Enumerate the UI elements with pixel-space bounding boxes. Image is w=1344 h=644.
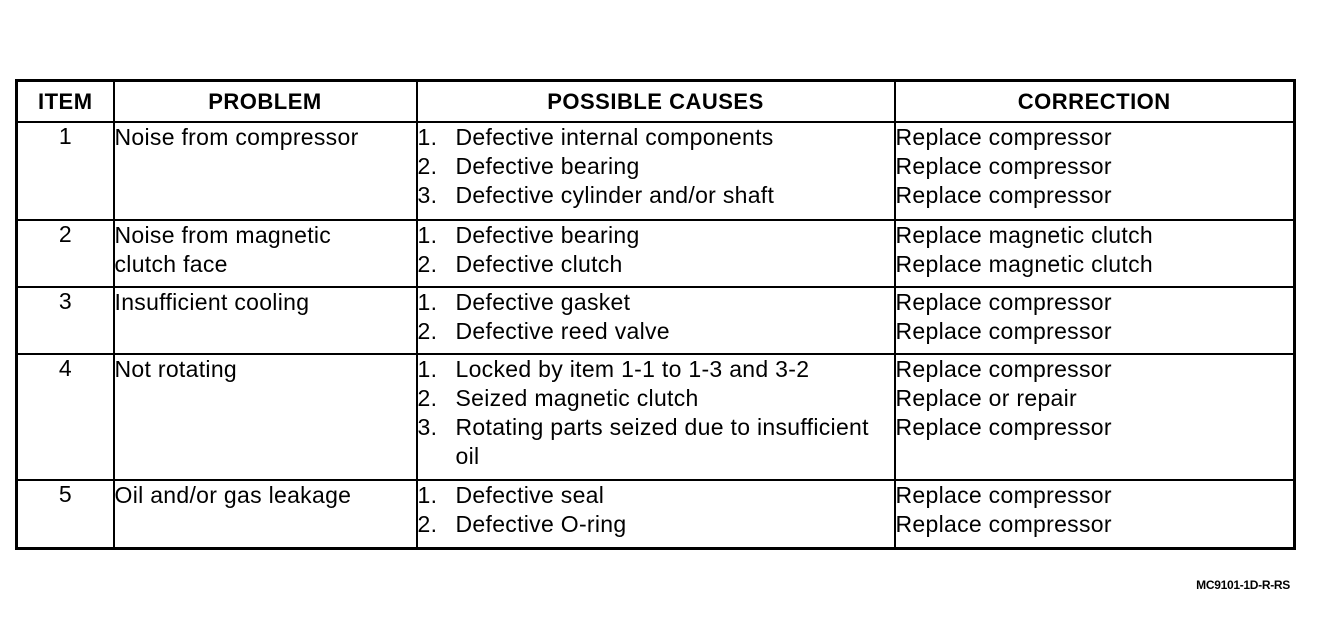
- item-number: 1: [17, 122, 114, 220]
- cause-line: [418, 413, 894, 471]
- cause-line: [418, 152, 894, 181]
- cause-number: 2.: [417, 153, 438, 179]
- table-row: [17, 287, 1295, 354]
- header-correction: CORRECTION: [895, 81, 1295, 123]
- table-row: [17, 480, 1295, 549]
- item-number: 5: [17, 480, 114, 549]
- cause-number: 1.: [417, 289, 438, 315]
- correction-text: Replace compressor: [895, 482, 1112, 508]
- causes-cell: [417, 220, 895, 287]
- cause-line: [418, 384, 894, 413]
- cause-text: Defective gasket: [455, 289, 631, 315]
- troubleshooting-sheet: [15, 79, 1293, 550]
- correction-text: Replace compressor: [895, 414, 1112, 440]
- correction-text: Replace compressor: [895, 511, 1112, 537]
- item-number: 2: [17, 220, 114, 287]
- problem-cell: [114, 220, 417, 287]
- cause-number: 1.: [417, 222, 438, 248]
- problem-text: Noise from compressor: [114, 124, 359, 150]
- cause-line: [418, 250, 894, 279]
- correction-cell: [895, 122, 1295, 220]
- cause-line: [418, 317, 894, 346]
- cause-line: [418, 123, 894, 152]
- correction-cell: [895, 287, 1295, 354]
- causes-cell: [417, 122, 895, 220]
- causes-cell: [417, 354, 895, 480]
- table-row: [17, 122, 1295, 220]
- correction-text: Replace compressor: [895, 318, 1112, 344]
- cause-text: Rotating parts seized due to insufficient oil: [455, 414, 869, 469]
- cause-number: 2.: [417, 511, 438, 537]
- correction-text: Replace or repair: [895, 385, 1078, 411]
- cause-number: 2.: [417, 251, 438, 277]
- correction-text: Replace compressor: [895, 356, 1112, 382]
- cause-text: Defective O-ring: [455, 511, 627, 537]
- cause-text: Defective bearing: [455, 153, 640, 179]
- correction-cell: [895, 354, 1295, 480]
- cause-text: Defective bearing: [455, 222, 640, 248]
- cause-text: Defective cylinder and/or shaft: [455, 182, 775, 208]
- figure-code: MC9101-1D-R-RS: [1196, 578, 1290, 592]
- table-row: [17, 220, 1295, 287]
- cause-line: [418, 355, 894, 384]
- cause-text: Seized magnetic clutch: [455, 385, 699, 411]
- causes-cell: [417, 287, 895, 354]
- cause-text: Defective seal: [455, 482, 605, 508]
- cause-text: Defective clutch: [455, 251, 623, 277]
- correction-text: Replace magnetic clutch: [895, 251, 1153, 277]
- correction-cell: [895, 480, 1295, 549]
- problem-text: Not rotating: [114, 356, 237, 382]
- cause-line: [418, 481, 894, 510]
- cause-number: 1.: [417, 356, 438, 382]
- correction-text: Replace magnetic clutch: [895, 222, 1153, 248]
- problem-cell: [114, 287, 417, 354]
- header-row: [17, 81, 1295, 123]
- cause-line: [418, 181, 894, 210]
- correction-text: Replace compressor: [895, 153, 1112, 179]
- troubleshooting-table: [15, 79, 1296, 550]
- correction-text: Replace compressor: [895, 182, 1112, 208]
- problem-cell: [114, 354, 417, 480]
- correction-text: Replace compressor: [895, 289, 1112, 315]
- header-possible-causes: POSSIBLE CAUSES: [417, 81, 895, 123]
- item-number: 3: [17, 287, 114, 354]
- cause-number: 2.: [417, 318, 438, 344]
- problem-text: Oil and/or gas leakage: [114, 482, 352, 508]
- cause-text: Defective internal components: [455, 124, 774, 150]
- cause-number: 1.: [417, 482, 438, 508]
- problem-text: Noise from magnetic clutch face: [114, 222, 332, 277]
- cause-number: 3.: [417, 414, 438, 440]
- correction-cell: [895, 220, 1295, 287]
- problem-cell: [114, 122, 417, 220]
- causes-cell: [417, 480, 895, 549]
- cause-line: [418, 221, 894, 250]
- problem-text: Insufficient cooling: [114, 289, 310, 315]
- header-item: ITEM: [17, 81, 114, 123]
- header-problem: PROBLEM: [114, 81, 417, 123]
- item-number: 4: [17, 354, 114, 480]
- cause-number: 1.: [417, 124, 438, 150]
- table-row: [17, 354, 1295, 480]
- cause-number: 2.: [417, 385, 438, 411]
- cause-number: 3.: [417, 182, 438, 208]
- cause-line: [418, 510, 894, 539]
- cause-text: Defective reed valve: [455, 318, 670, 344]
- problem-cell: [114, 480, 417, 549]
- correction-text: Replace compressor: [895, 124, 1112, 150]
- cause-text: Locked by item 1-1 to 1-3 and 3-2: [455, 356, 810, 382]
- cause-line: [418, 288, 894, 317]
